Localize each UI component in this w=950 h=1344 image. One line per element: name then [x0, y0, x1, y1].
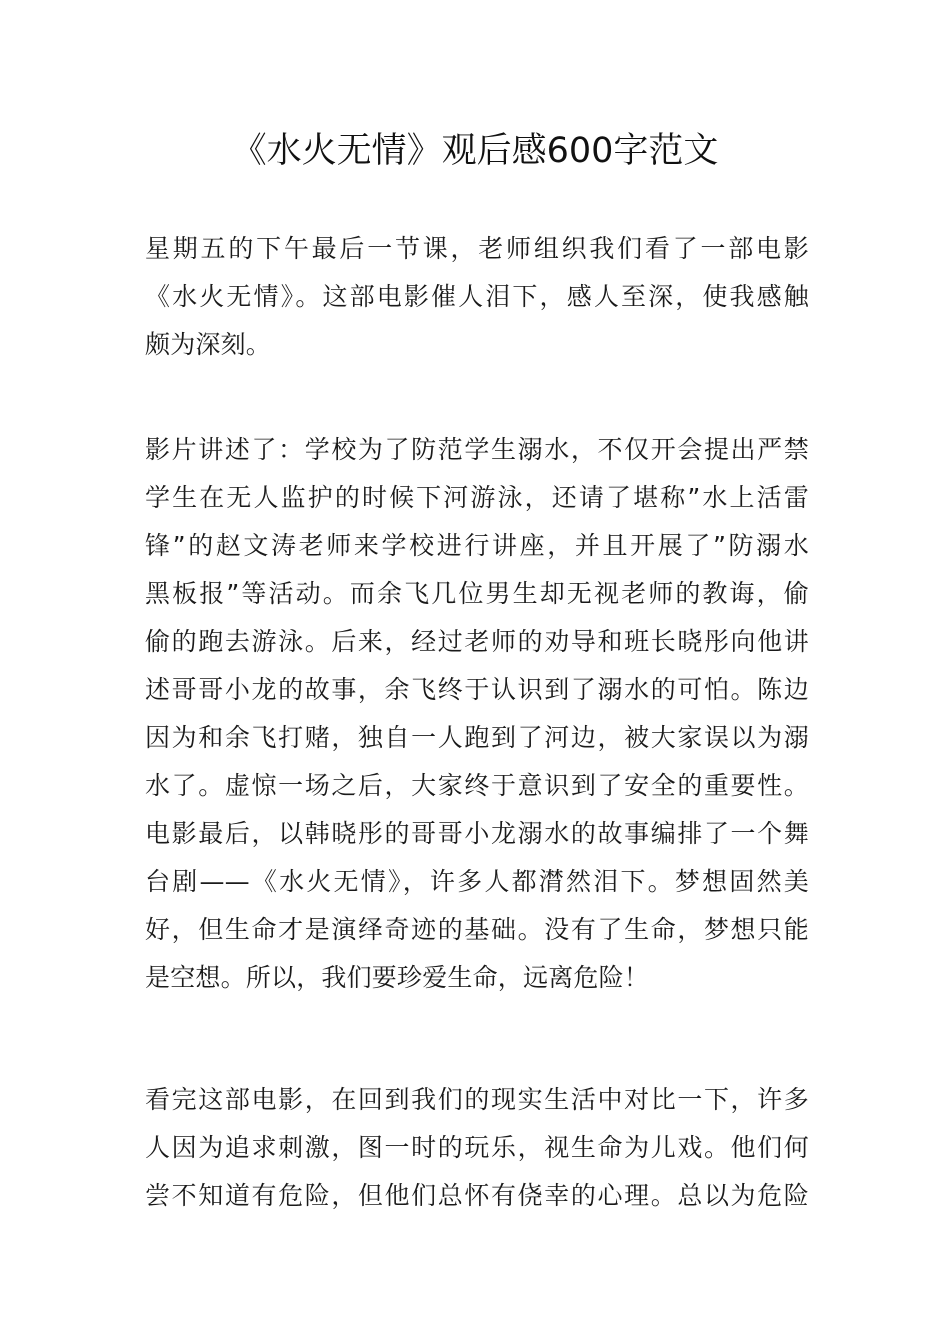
paragraph-line: 学生在无人监护的时候下河游泳，还请了堪称”水上活雷 [145, 483, 809, 512]
paragraph-line: 水了。虚惊一场之后，大家终于意识到了安全的重要性。 [145, 771, 809, 800]
paragraph-1 [145, 225, 809, 369]
paragraph-line: 锋”的赵文涛老师来学校进行讲座，并且开展了”防溺水 [145, 531, 809, 560]
paragraph-line: 因为和余飞打赌，独自一人跑到了河边，被大家误以为溺 [145, 723, 809, 752]
paragraph-line: 黑板报”等活动。而余飞几位男生却无视老师的教诲，偷 [145, 579, 809, 608]
paragraph-line: 看完这部电影，在回到我们的现实生活中对比一下，许多 [145, 1085, 809, 1114]
paragraph-line: 颇为深刻。 [145, 330, 272, 359]
paragraph-line: 星期五的下午最后一节课，老师组织我们看了一部电影 [145, 234, 809, 263]
paragraph-line: 尝不知道有危险，但他们总怀有侥幸的心理。总以为危险 [145, 1181, 809, 1210]
paragraph-line: 《水火无情》。这部电影催人泪下，感人至深，使我感触 [145, 282, 809, 311]
paragraph-line: 人因为追求刺激，图一时的玩乐，视生命为儿戏。他们何 [145, 1133, 809, 1162]
paragraph-line: 偷的跑去游泳。后来，经过老师的劝导和班长晓彤向他讲 [145, 627, 809, 656]
paragraph-line: 台剧——《水火无情》，许多人都潸然泪下。梦想固然美 [145, 867, 809, 896]
paragraph-line: 是空想。所以，我们要珍爱生命，远离危险！ [145, 963, 650, 992]
paragraph-line: 电影最后，以韩晓彤的哥哥小龙溺水的故事编排了一个舞 [145, 819, 809, 848]
document-title: 《水火无情》观后感600字范文 [231, 131, 719, 171]
paragraph-line: 述哥哥小龙的故事，余飞终于认识到了溺水的可怕。陈边 [145, 675, 809, 704]
paragraph-line: 影片讲述了：学校为了防范学生溺水，不仅开会提出严禁 [145, 435, 809, 464]
paragraph-line: 好，但生命才是演绎奇迹的基础。没有了生命，梦想只能 [145, 915, 809, 944]
paragraph-2 [145, 426, 809, 1002]
paragraph-3 [145, 1076, 809, 1220]
